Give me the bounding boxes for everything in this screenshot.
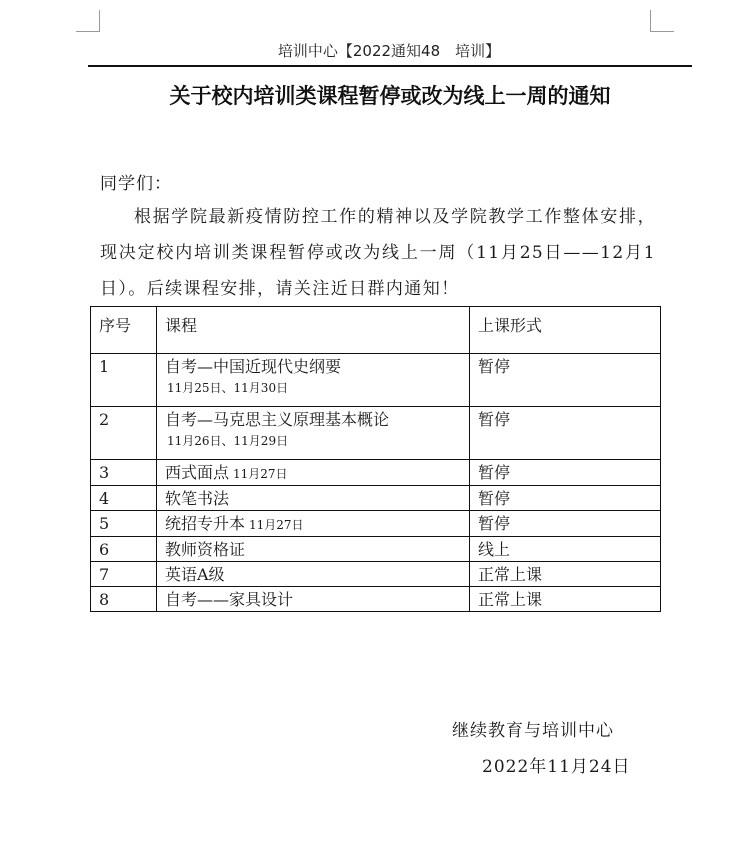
table-header-row bbox=[91, 307, 661, 354]
table-row bbox=[91, 486, 661, 511]
signature-date: 2022年11月24日 bbox=[482, 757, 631, 777]
row-number: 4 bbox=[91, 486, 157, 511]
row-number: 2 bbox=[91, 407, 157, 460]
course-cell bbox=[157, 460, 470, 486]
row-number: 7 bbox=[91, 562, 157, 587]
course-mode: 暂停 bbox=[470, 354, 661, 407]
table-row bbox=[91, 354, 661, 407]
course-name: 英语A级 bbox=[165, 565, 225, 584]
course-name: 自考—中国近现代史纲要 bbox=[165, 357, 342, 376]
row-number: 1 bbox=[91, 354, 157, 407]
course-mode: 线上 bbox=[470, 537, 661, 562]
body-paragraph: 根据学院最新疫情防控工作的精神以及学院教学工作整体安排，现决定校内培训类课程暂停或改为线上一周（11月25日——12月1日）。后续课程安排，请关注近日群内通知！ bbox=[100, 207, 656, 299]
course-cell bbox=[157, 407, 470, 460]
course-mode: 正常上课 bbox=[470, 562, 661, 587]
signature-organization: 继续教育与培训中心 bbox=[452, 721, 614, 741]
table-row bbox=[91, 460, 661, 486]
course-name: 自考—马克思主义原理基本概论 bbox=[165, 410, 390, 429]
document-header: 培训中心【2022通知48 培训】 bbox=[277, 42, 501, 60]
table-row bbox=[91, 587, 661, 612]
row-number: 6 bbox=[91, 537, 157, 562]
table-row bbox=[91, 537, 661, 562]
course-cell bbox=[157, 511, 470, 537]
course-name: 教师资格证 bbox=[165, 540, 246, 559]
course-mode: 正常上课 bbox=[470, 587, 661, 612]
course-mode: 暂停 bbox=[470, 460, 661, 486]
crop-mark-top-right-vertical bbox=[650, 10, 651, 32]
header-number: 序号 bbox=[91, 307, 157, 354]
header-rule bbox=[88, 65, 692, 67]
course-dates: 11月26日、11月29日 bbox=[167, 434, 289, 448]
row-number: 3 bbox=[91, 460, 157, 486]
row-number: 5 bbox=[91, 511, 157, 537]
table-row bbox=[91, 407, 661, 460]
course-table bbox=[90, 306, 661, 612]
course-name: 统招专升本 bbox=[165, 514, 246, 533]
course-cell bbox=[157, 486, 470, 511]
header-course: 课程 bbox=[157, 307, 470, 354]
course-cell bbox=[157, 587, 470, 612]
course-name: 自考——家具设计 bbox=[165, 590, 294, 609]
table-row bbox=[91, 511, 661, 537]
course-cell bbox=[157, 562, 470, 587]
row-number: 8 bbox=[91, 587, 157, 612]
table-row bbox=[91, 562, 661, 587]
course-cell bbox=[157, 354, 470, 407]
course-mode: 暂停 bbox=[470, 486, 661, 511]
crop-mark-top-left-vertical bbox=[99, 10, 100, 32]
crop-mark-top-right-horizontal bbox=[650, 31, 674, 32]
course-name: 西式面点 bbox=[165, 463, 230, 482]
crop-mark-top-left-horizontal bbox=[76, 31, 100, 32]
course-mode: 暂停 bbox=[470, 407, 661, 460]
course-name: 软笔书法 bbox=[165, 489, 230, 508]
greeting: 同学们： bbox=[100, 174, 172, 194]
course-dates: 11月27日 bbox=[233, 467, 288, 481]
document-title: 关于校内培训类课程暂停或改为线上一周的通知 bbox=[169, 84, 611, 108]
course-dates: 11月25日、11月30日 bbox=[167, 381, 289, 395]
course-cell bbox=[157, 537, 470, 562]
header-mode: 上课形式 bbox=[470, 307, 661, 354]
course-mode: 暂停 bbox=[470, 511, 661, 537]
course-dates: 11月27日 bbox=[249, 518, 304, 532]
